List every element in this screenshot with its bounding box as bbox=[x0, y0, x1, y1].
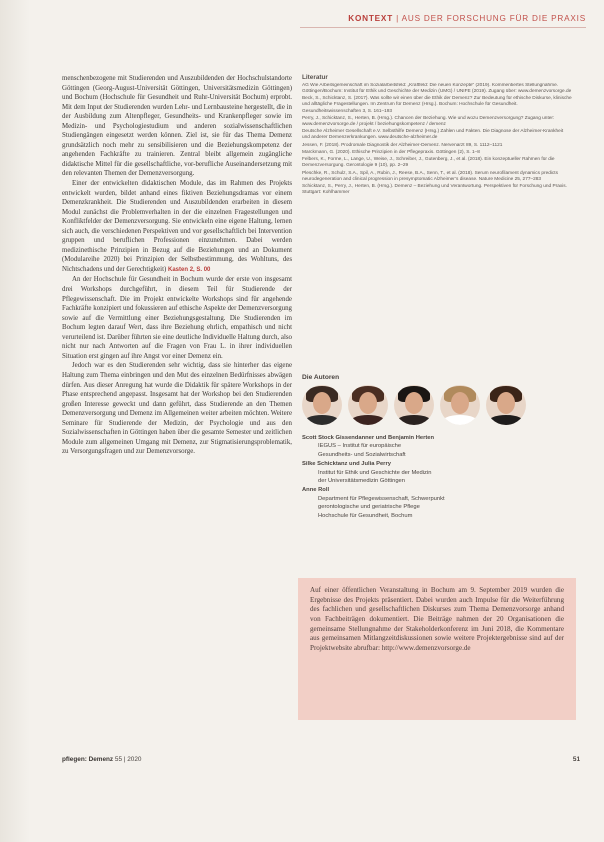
literature-item: Beck, S., Schicktanz, S. (2017). Was sollte wir einen über die Ethik der Demenz? Zur Bedeutung für ethische Diskurse, klinische und alltägliche Fragestellungen. Im Zentrum für Demenz (Hrsg.). Bochum: Hochschule für Gesundheit. Gesundheitswissenschaften 3, S. 161–193 bbox=[302, 96, 572, 114]
authors-heading: Die Autoren bbox=[302, 374, 340, 381]
author-group bbox=[302, 460, 572, 485]
author-affiliation: Hochschule für Gesundheit, Bochum bbox=[318, 512, 413, 519]
header-rule bbox=[300, 27, 586, 28]
author-affiliation: gerontologische und geriatrische Pflege bbox=[318, 504, 420, 511]
page-number: 51 bbox=[572, 756, 580, 763]
journal-name: pflegen: Demenz bbox=[62, 756, 114, 763]
cross-reference: Kasten 2, S. 00 bbox=[168, 266, 211, 273]
literature-item: Marckmann, G. (2020). Ethische Prinzipien in der Pflegepraxis. Göttingen (2), S. 1–8 bbox=[302, 149, 480, 155]
author-list bbox=[302, 434, 572, 521]
author-affiliation: IEGUS – Institut für europäische bbox=[318, 443, 402, 450]
literature-item: Pleschke, R., Schulz, S.A., Spil, A., Rubin, J., Reese, B.A., Senn, T., et al. (2018). Serum neurofilament dynamics predicts neurodegeneration and clinical progression in presymptomatic Alzheimer’s disease. Nature Medicine 25, 277–283 bbox=[302, 170, 559, 182]
body-paragraph: Jedoch war es den Studierenden sehr wichtig, dass sie hinterher das eigene Haltung zum Thema einbringen und den Mut des einzelnen Bedürfnisses abwägen dürfen. Aus dieser Anregung hat wurde die Didaktik für spätere Workshops in der Phase entsprechend angepasst. Insgesamt hat der Workshop bei den Studierenden großen Interesse geweckt und dann geführt, dass Studierende an den Themen Demenzversorgung und Demenz im Allgemeinen weiter arbeiten möchten. Weitere Seminare für Studierende der Medizin, der Psychologie und aus den Sozialwissenschaften in Göttingen haben über die gesamte Semester und zeitlichen Module zum allgemeinen Umgang mit Demenz, zur Stigmatisierungsproblematik, zu Versorgungsfragen und zur Demenzvorsorge. bbox=[62, 362, 292, 456]
author-photo bbox=[302, 385, 342, 425]
literature-item: Felbers, K., Forme, L., Lange, U., Weise, J., Schreiber, J., Gutenberg, J., et al. (2018). Ein konzeptueller Rahmen für die Demenzversorgung. Gerontologie 9 (10), pp. 2–29 bbox=[302, 157, 555, 169]
header-section: KONTEXT bbox=[348, 14, 393, 23]
literature-title: Literatur bbox=[302, 74, 328, 81]
header-subsection: | AUS DER FORSCHUNG FÜR DIE PRAXIS bbox=[393, 14, 586, 23]
literature-section bbox=[302, 74, 572, 371]
author-names: Silke Schicktanz und Julia Perry bbox=[302, 461, 391, 468]
author-names: Anne Roll bbox=[302, 487, 330, 494]
running-header bbox=[300, 14, 586, 23]
journal-citation bbox=[62, 756, 141, 763]
body-paragraph: Einer der entwickelten didaktischen Module, das im Rahmen des Projekts entwickelt wurden, bildet anhand eines fiktiven Beziehungsdramas vor einem Demenzkrankheit. Die Studierenden und Auszubildenden erarbeiten in diesem Modul zunächst die Problemverhalten in der die einzelnen Fragestellungen und Konfliktfelder der Demenzversorgung. Sie entwickeln eine eigene Haltung, lernen sich auch, die verschiedenen Perspektiven und vor gesellschaftlich bei Intervention gruppen und beruflichen Professionen einzunehmen. Dabei werden medizinethische Prinzipien in Bezug auf die Beziehungen und an Dokument (Modulareihe 2020) bei Prinzipien der Selbstbestimmung, des Wohltuns, des Nichtschadens und der Gerechtigkeit) Kasten 2, S. 00 bbox=[62, 180, 292, 273]
author-group bbox=[302, 434, 572, 459]
page-footer bbox=[62, 756, 580, 768]
info-box-text: Auf einer öffentlichen Veranstaltung in Bochum am 9. September 2019 wurden die Ergebnisse des Projekts präsentiert. Dabei wurden auch Impulse für die Weiterführung des fachlichen und gesellschaftlichen Diskurses zum Thema Demenzvorsorge anhand von Fachbeiträgen dokumentiert. Die Beiträge nahmen der 20 Organisationen die gemeinsame Stellungnahme der Stakeholderkonferenz im Juni 2018, die Kommentare aus gemeinsamen Mitlangzeitdiskussionen sowie weitere Projektergebnisse sind auf der Projektwebsite abrufbar: http://www.demenzvorsorge.de bbox=[310, 586, 564, 652]
journal-issue: 55 | 2020 bbox=[113, 756, 142, 763]
literature-item: Jessen, F. (2018). Prodromale Diagnostik der Alzheimer-Demenz. Nervenarzt 89, S. 1112–1121 bbox=[302, 142, 503, 148]
author-photo bbox=[348, 385, 388, 425]
info-box bbox=[298, 578, 576, 720]
body-paragraph: menschenbezogene mit Studierenden und Auszubildenden der Hochschulstandorte Göttingen (Georg-August-Universität Göttingen, Universitätsmedizin Göttingen) und Bochum (Hochschule für Gesundheit und Ruhr-Universität Bochum) erprobt. Mit dem Input der Studierenden wurden Lehr- und Lernbausteine hergestellt, die in der Ausbildung zum Altenpfleger, Gesundheits- und Krankenpfleger sowie im Medizin- und Psychologiestudium und anderen sozialwissenschaftlichen Studiengängen eingesetzt werden können. Ziel ist, sie für das Thema Demenz grundsätzlich noch mehr zu sensibilisieren und die Beziehungskompetenz der angehenden Fachkräfte zu trainieren. Zentral bleibt allgemein zugängliche didaktische Mittel für die gesellschaftliche, vor-berufliche Auseinandersetzung mit den relevanten Themen der Demenzversorgung. bbox=[62, 75, 292, 178]
author-affiliation: der Universitätsmedizin Göttingen bbox=[318, 478, 405, 485]
literature-item: Perry, J., Schicktanz, S., Herten, B. (Hrsg.). Chancen der Beziehung. Wie und wozu Demenzversorgung? Zugang unter: www.demenzvorsorge.de / projekt / beziehungskompetenz / demenz bbox=[302, 115, 555, 127]
author-photo bbox=[440, 385, 480, 425]
literature-item: AG Wie Arbeitsgemeinschaft im Sozialarbeitsfeld: „Kraftfeld: Die neuen Konzepte“ (2019). Kommentiertes Stellungnahme. Göttingen/Bochum: Institut für Ethik und Geschichte der Medizin (UMG) / UNIFE (2019). Zugang über: www.demenzvorsorge.de bbox=[302, 83, 572, 95]
author-photo bbox=[394, 385, 434, 425]
author-affiliation: Department für Pflegewissenschaft, Schwerpunkt bbox=[318, 495, 445, 502]
page-margin bbox=[0, 0, 30, 842]
author-affiliation: Institut für Ethik und Geschichte der Medizin bbox=[318, 469, 432, 476]
author-photo bbox=[486, 385, 526, 425]
literature-item: Schicktanz, S., Perry, J., Herten, B. (Hrsg.). Demenz – Beziehung und Verantwortung. Perspektiven für Forschung und Praxis. Stuttgart: Kohlhammer bbox=[302, 183, 567, 195]
body-text-column bbox=[62, 74, 292, 750]
author-names: Scott Stock Gissendanner und Benjamin Herten bbox=[302, 435, 435, 441]
literature-item: Deutsche Alzheimer Gesellschaft e.V. Selbsthilfe Demenz (Hrsg.) Zahlen und Fakten. Die Diagnose der Alzheimer-Krankheit und anderer Demenzerkrankungen. www.deutsche-alzheimer.de bbox=[302, 129, 564, 141]
literature-list bbox=[302, 83, 572, 371]
author-group bbox=[302, 486, 572, 520]
author-photos bbox=[300, 385, 560, 429]
body-paragraph: An der Hochschule für Gesundheit in Bochum wurde der erste von insgesamt drei Workshops durchgeführt, in diesem Teil für Studierende der Pflegewissenschaft. Die im Projekt entwickelte Workshops sind für angehende Fachkräfte konzipiert und fokussieren auf ethische Aspekte der Demenzversorgung sowie auf die Vermittlung einer Beziehungsgestaltung. Die Studierenden im Bochum legten darauf Wert, dass ihre Beziehung ehrlich, empathisch und nicht verurteilend ist. Darüber führten sie eine deutliche Individuelle Haltung durch, also nicht nur nach Antworten auf die Fragen von Frau L. in ihrer individuellen Situation erst gingen auf ihre Angst vor einer Demenz ein. bbox=[62, 276, 292, 360]
author-affiliation: Gesundheits- und Sozialwirtschaft bbox=[318, 451, 406, 458]
